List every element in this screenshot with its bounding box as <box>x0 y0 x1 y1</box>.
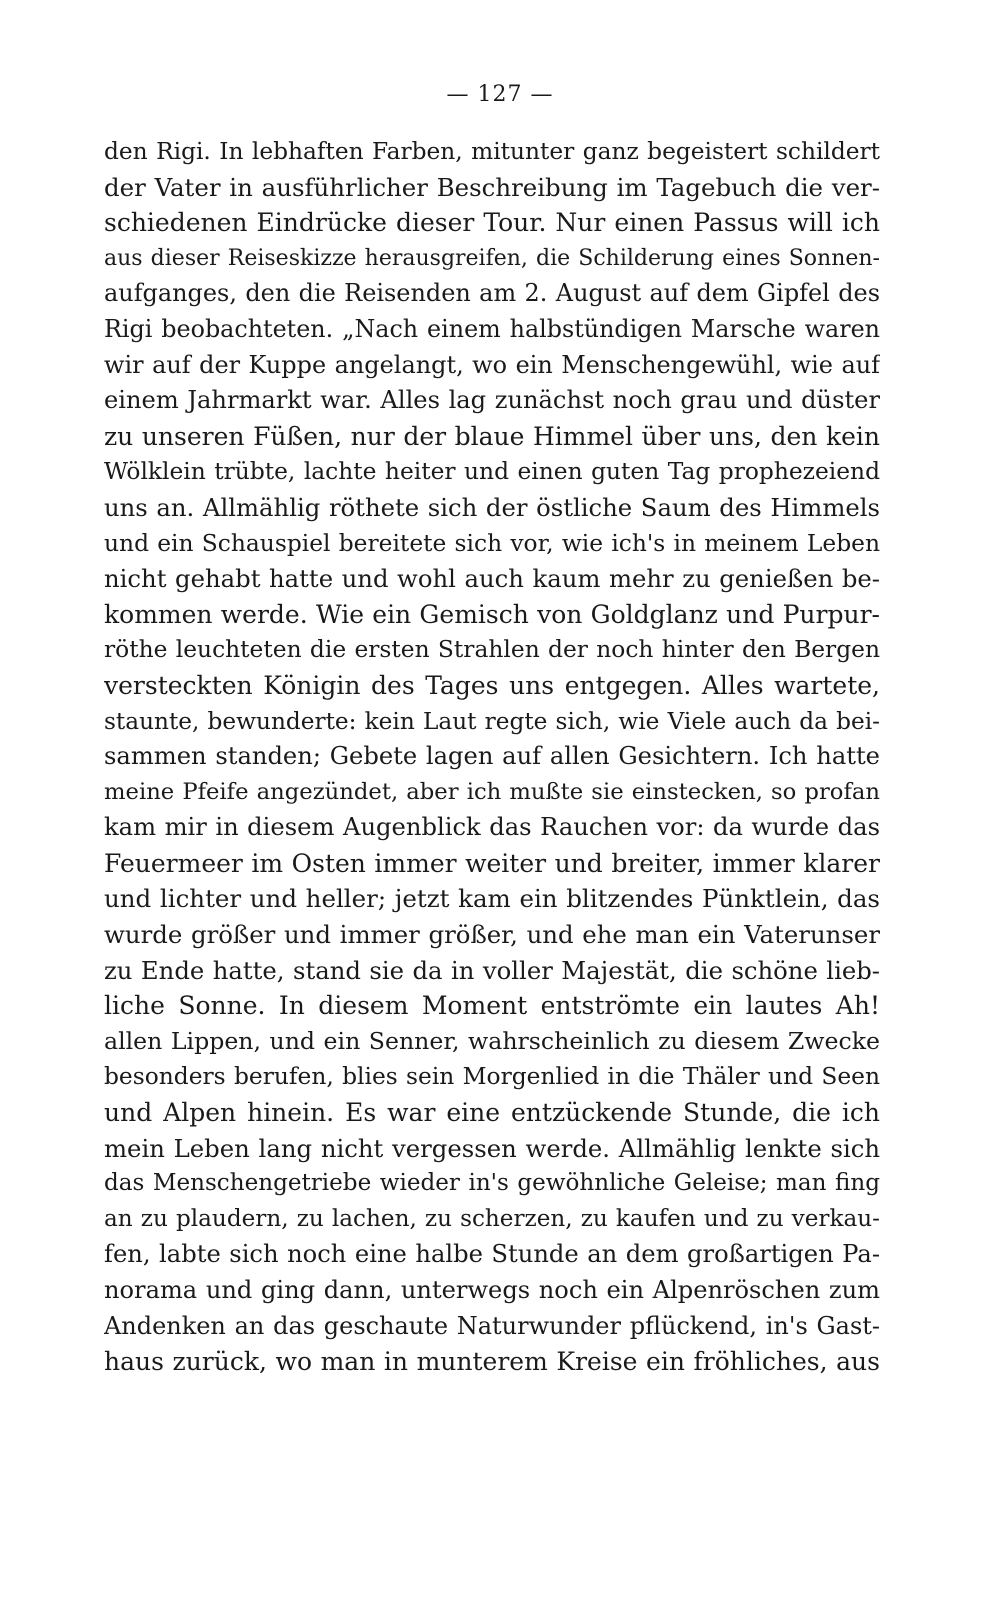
page-number-header <box>0 82 1000 107</box>
text-line: allen Lippen, und ein Senner, wahrscheinlich zu diesem Zwecke <box>104 1026 880 1055</box>
text-line: und lichter und heller; jetzt kam ein blitzendes Pünktlein, das <box>104 884 880 914</box>
text-line: Wölklein trübte, lachte heiter und einen guten Tag prophezeiend <box>104 457 880 486</box>
text-line: Andenken an das geschaute Naturwunder pflückend, in's Gast- <box>104 1311 880 1340</box>
text-line: an zu plaudern, zu lachen, zu scherzen, zu kaufen und zu verkau- <box>104 1205 880 1232</box>
text-line: und ein Schauspiel bereitete sich vor, wie ich's in meinem Leben <box>104 528 880 557</box>
text-line: zu Ende hatte, stand sie da in voller Majestät, die schöne lieb- <box>104 955 880 985</box>
text-line: den Rigi. In lebhaften Farben, mitunter ganz begeistert schildert <box>104 138 880 165</box>
text-line: versteckten Königin des Tages uns entgegen. Alles wartete, <box>104 670 880 700</box>
text-line: zu unseren Füßen, nur der blaue Himmel über uns, den kein <box>104 421 880 451</box>
text-line: aufganges, den die Reisenden am 2. August auf dem Gipfel des <box>104 279 880 308</box>
text-line: wurde größer und immer größer, und ehe man ein Vaterunser <box>104 920 880 950</box>
text-line: wir auf der Kuppe angelangt, wo ein Menschengewühl, wie auf <box>104 350 880 379</box>
text-line: fen, labte sich noch eine halbe Stunde an dem großartigen Pa- <box>104 1240 880 1269</box>
text-line: haus zurück, wo man in munterem Kreise ein fröhliches, aus <box>104 1347 880 1377</box>
text-line: aus dieser Reiseskizze herausgreifen, die Schilderung eines Sonnen- <box>104 245 880 271</box>
text-line: einem Jahrmarkt war. Alles lag zunächst noch grau und düster <box>104 386 880 415</box>
text-line: sammen standen; Gebete lagen auf allen Gesichtern. Ich hatte <box>104 742 880 771</box>
text-line: nicht gehabt hatte und wohl auch kaum mehr zu genießen be- <box>104 564 880 594</box>
text-line: kommen werde. Wie ein Gemisch von Goldglanz und Purpur- <box>104 599 880 629</box>
text-line: röthe leuchteten die ersten Strahlen der noch hinter den Bergen <box>104 635 880 664</box>
text-line: kam mir in diesem Augenblick das Rauchen vor: da wurde das <box>104 813 880 842</box>
text-line: mein Leben lang nicht vergessen werde. Allmählig lenkte sich <box>104 1133 880 1163</box>
text-line: Feuermeer im Osten immer weiter und breiter, immer klarer <box>104 848 880 878</box>
text-line: norama und ging dann, unterwegs noch ein Alpenröschen zum <box>104 1276 880 1304</box>
text-line: schiedenen Eindrücke dieser Tour. Nur einen Passus will ich <box>104 208 880 238</box>
page-number: — 127 — <box>446 82 554 107</box>
text-line: Rigi beobachteten. „Nach einem halbstündigen Marsche waren <box>104 314 880 343</box>
text-line: meine Pfeife angezündet, aber ich mußte sie einstecken, so profan <box>104 778 880 805</box>
text-line: das Menschengetriebe wieder in's gewöhnliche Geleise; man fing <box>104 1170 880 1197</box>
text-line: uns an. Allmählig röthete sich der östliche Saum des Himmels <box>104 492 880 522</box>
text-line: staunte, bewunderte: kein Laut regte sich, wie Viele auch da bei- <box>104 707 880 735</box>
text-line: liche Sonne. In diesem Moment entströmte ein lautes Ah! <box>104 991 880 1021</box>
text-line: besonders berufen, blies sein Morgenlied in die Thäler und Seen <box>104 1062 880 1091</box>
body-text <box>104 134 880 1380</box>
text-line: und Alpen hinein. Es war eine entzückende Stunde, die ich <box>104 1098 880 1128</box>
text-line: der Vater in ausführlicher Beschreibung im Tagebuch die ver- <box>104 172 880 202</box>
